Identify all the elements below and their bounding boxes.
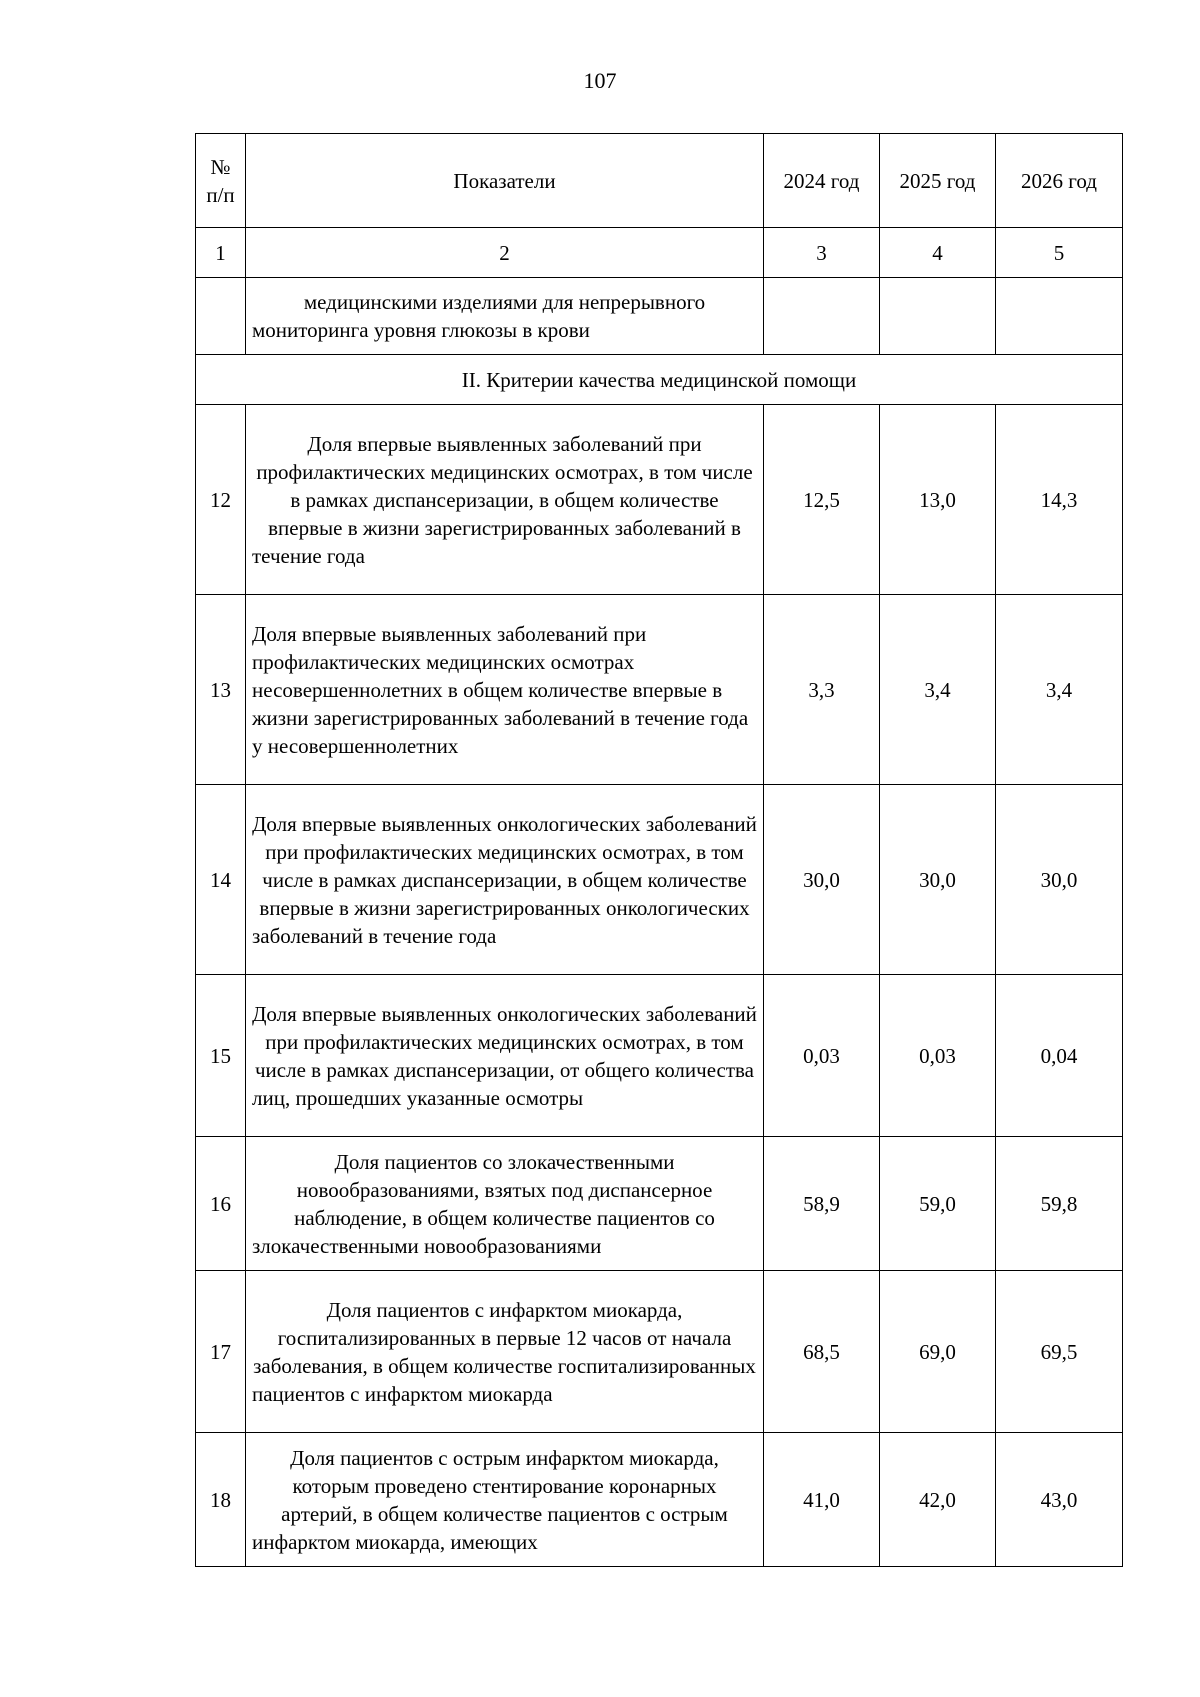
column-index: 3 — [764, 228, 880, 278]
row-num: 13 — [196, 595, 246, 785]
row-value-2025: 3,4 — [880, 595, 996, 785]
row-num: 18 — [196, 1433, 246, 1567]
table-row — [196, 595, 1123, 785]
row-value-2026 — [996, 278, 1123, 355]
row-value-2024: 30,0 — [764, 785, 880, 975]
row-value-2026: 30,0 — [996, 785, 1123, 975]
row-num: 14 — [196, 785, 246, 975]
row-indicator: Доля пациентов с инфарктом миокарда, госпитализированных в первые 12 часов от начала заболевания, в общем количестве госпитализированных пациентов с инфарктом миокарда — [246, 1271, 764, 1433]
row-num: 16 — [196, 1137, 246, 1271]
row-num — [196, 278, 246, 355]
row-indicator: Доля впервые выявленных онкологических заболеваний при профилактических медицинских осмотрах, в том числе в рамках диспансеризации, от общего количества лиц, прошедших указанные осмотры — [246, 975, 764, 1137]
column-index: 2 — [246, 228, 764, 278]
row-value-2026: 69,5 — [996, 1271, 1123, 1433]
row-value-2025: 69,0 — [880, 1271, 996, 1433]
header-year-2024: 2024 год — [764, 134, 880, 228]
table-row — [196, 1271, 1123, 1433]
row-value-2024: 41,0 — [764, 1433, 880, 1567]
header-year-2026: 2026 год — [996, 134, 1123, 228]
row-value-2024: 3,3 — [764, 595, 880, 785]
row-value-2024: 68,5 — [764, 1271, 880, 1433]
continuation-text: медицинскими изделиями для непрерывного мониторинга уровня глюкозы в крови — [246, 278, 764, 355]
row-value-2025: 42,0 — [880, 1433, 996, 1567]
row-value-2024: 12,5 — [764, 405, 880, 595]
table-row — [196, 1137, 1123, 1271]
continuation-row — [196, 278, 1123, 355]
section-row — [196, 355, 1123, 405]
row-value-2026: 43,0 — [996, 1433, 1123, 1567]
column-index-row — [196, 228, 1123, 278]
column-index: 4 — [880, 228, 996, 278]
row-indicator: Доля впервые выявленных онкологических заболеваний при профилактических медицинских осмотрах, в том числе в рамках диспансеризации, в общем количестве впервые в жизни зарегистрированных онкологических заболеваний в течение года — [246, 785, 764, 975]
header-year-2025: 2025 год — [880, 134, 996, 228]
row-value-2025: 30,0 — [880, 785, 996, 975]
table-row — [196, 975, 1123, 1137]
header-num: № п/п — [196, 134, 246, 228]
row-value-2024: 0,03 — [764, 975, 880, 1137]
row-value-2025: 13,0 — [880, 405, 996, 595]
row-num: 12 — [196, 405, 246, 595]
header-indicator: Показатели — [246, 134, 764, 228]
table-row — [196, 1433, 1123, 1567]
row-indicator: Доля впервые выявленных заболеваний при профилактических медицинских осмотрах, в том числе в рамках диспансеризации, в общем количестве впервые в жизни зарегистрированных заболеваний в течение года — [246, 405, 764, 595]
indicators-table — [195, 133, 1123, 1567]
row-num: 17 — [196, 1271, 246, 1433]
table-row — [196, 785, 1123, 975]
row-value-2025: 59,0 — [880, 1137, 996, 1271]
row-value-2025 — [880, 278, 996, 355]
row-value-2024 — [764, 278, 880, 355]
row-value-2024: 58,9 — [764, 1137, 880, 1271]
row-value-2026: 0,04 — [996, 975, 1123, 1137]
row-value-2026: 59,8 — [996, 1137, 1123, 1271]
row-value-2025: 0,03 — [880, 975, 996, 1137]
row-value-2026: 3,4 — [996, 595, 1123, 785]
row-indicator: Доля пациентов со злокачественными новообразованиями, взятых под диспансерное наблюдение, в общем количестве пациентов со злокачественными новообразованиями — [246, 1137, 764, 1271]
table-row — [196, 405, 1123, 595]
row-value-2026: 14,3 — [996, 405, 1123, 595]
section-title: II. Критерии качества медицинской помощи — [196, 355, 1123, 405]
row-num: 15 — [196, 975, 246, 1137]
row-indicator: Доля пациентов с острым инфарктом миокарда, которым проведено стентирование коронарных артерий, в общем количестве пациентов с острым инфарктом миокарда, имеющих — [246, 1433, 764, 1567]
page-number: 107 — [583, 68, 617, 93]
row-indicator: Доля впервые выявленных заболеваний при профилактических медицинских осмотрах несовершеннолетних в общем количестве впервые в жизни зарегистрированных заболеваний в течение года у несовершеннолетних — [246, 595, 764, 785]
column-index: 1 — [196, 228, 246, 278]
column-index: 5 — [996, 228, 1123, 278]
table-header-row — [196, 134, 1123, 228]
